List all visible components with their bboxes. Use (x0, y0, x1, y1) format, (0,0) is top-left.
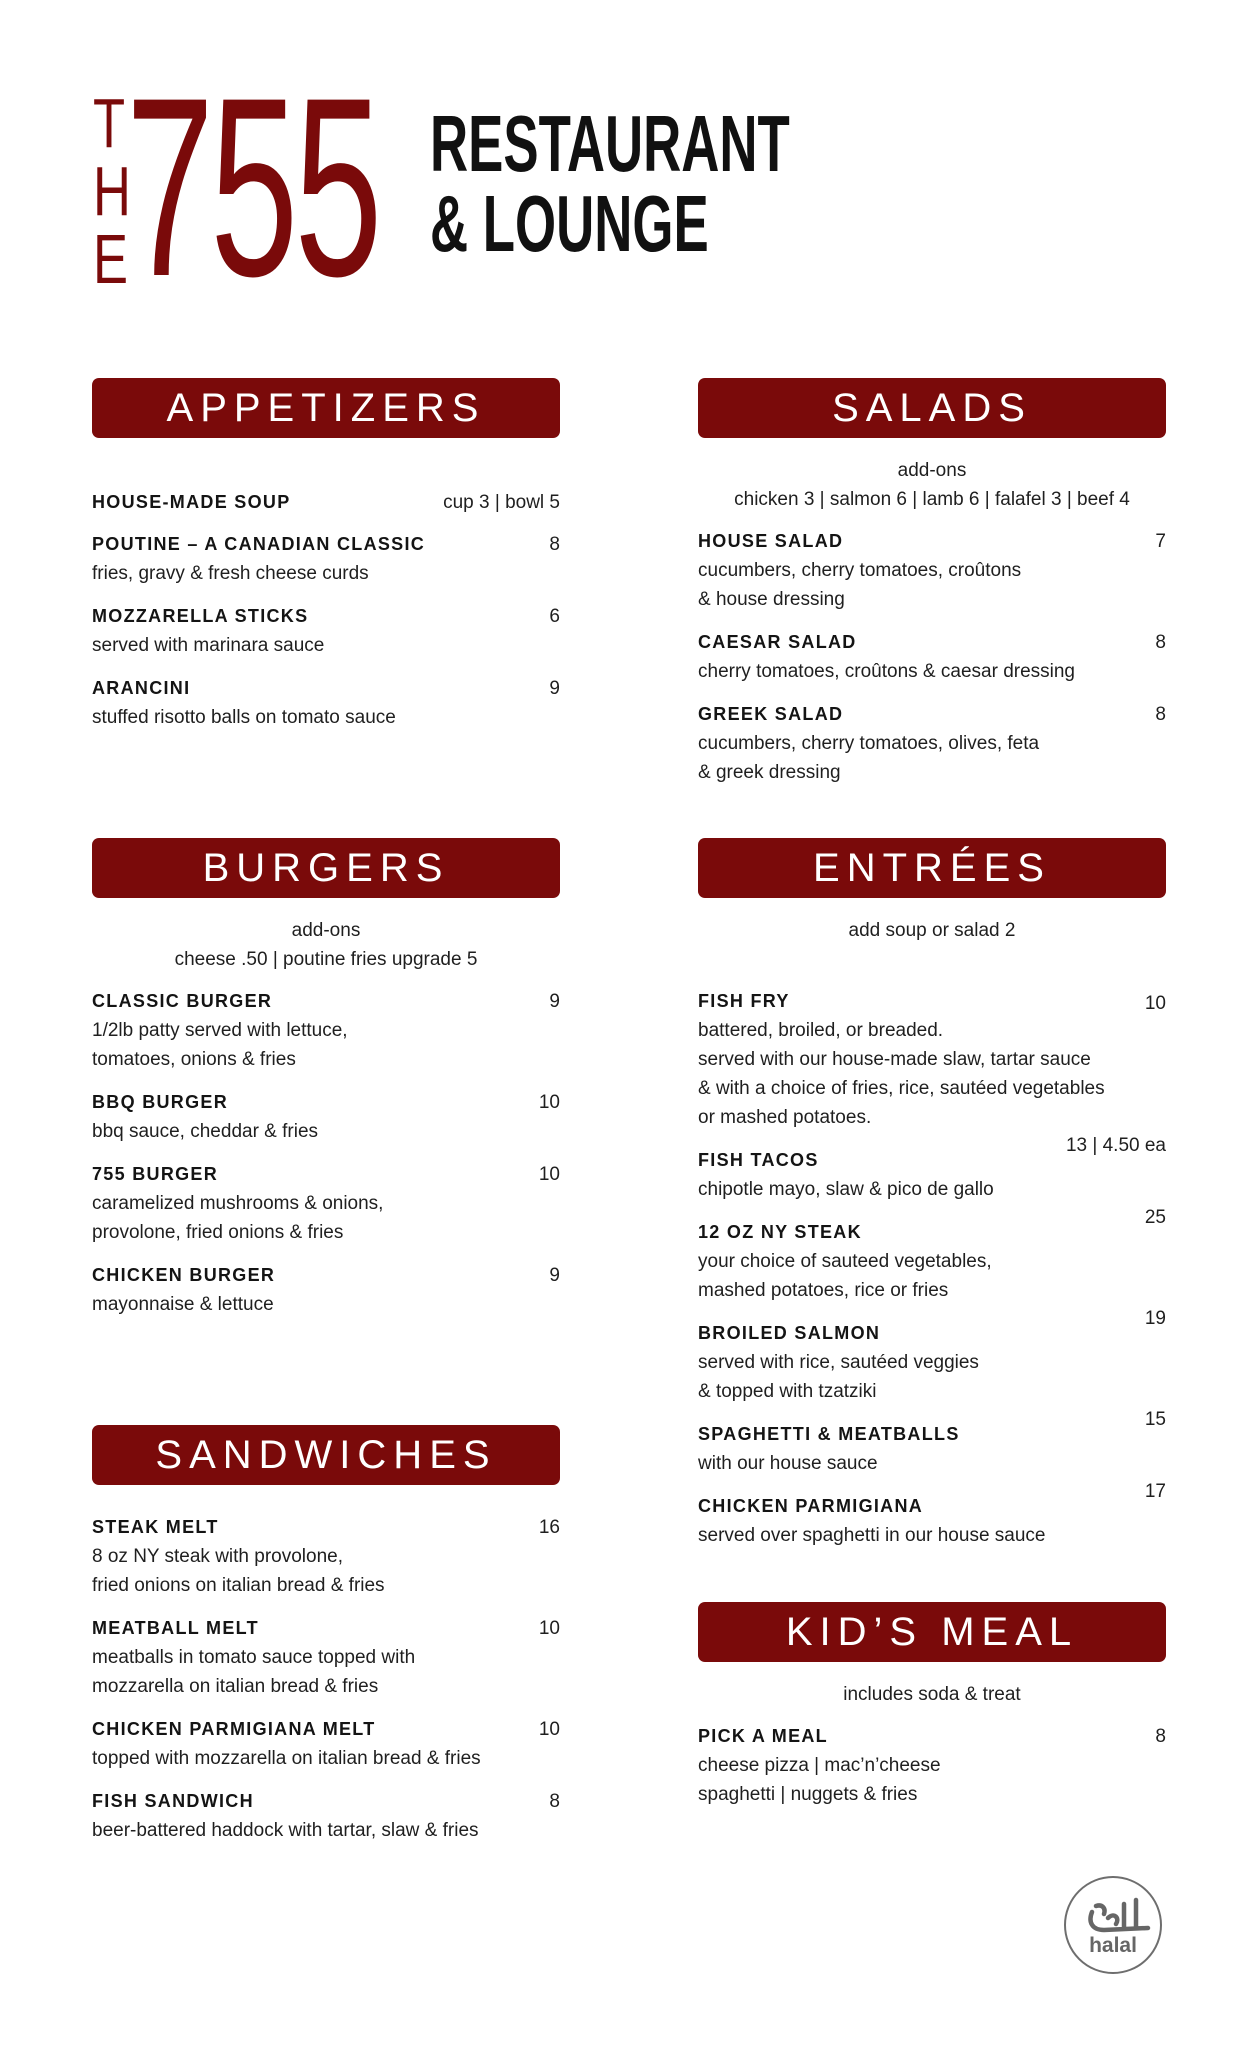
item-description: meatballs in tomato sauce topped with (92, 1647, 416, 1668)
item-name: FISH SANDWICH (92, 1791, 254, 1811)
menu-item (698, 987, 1166, 1146)
item-description: beer-battered haddock with tartar, slaw & fries (92, 1820, 479, 1841)
item-name: 12 OZ NY STEAK (698, 1222, 862, 1242)
menu-item (92, 488, 560, 530)
item-price: cup 3 | bowl 5 (443, 492, 560, 513)
item-name: BBQ BURGER (92, 1092, 229, 1112)
item-price: 17 (1144, 1481, 1166, 1502)
item-description: provolone, fried onions & fries (92, 1222, 344, 1243)
item-name: 755 BURGER (92, 1164, 219, 1184)
item-price: 9 (549, 1265, 560, 1286)
item-name: CHICKEN PARMIGIANA (698, 1496, 924, 1516)
menu-item (92, 1261, 560, 1333)
logo-letter-h: H (93, 152, 131, 230)
item-price: 25 (1144, 1207, 1166, 1228)
salads-section (698, 378, 1166, 801)
logo-letter-e: E (93, 220, 129, 298)
item-price: 10 (1144, 993, 1166, 1014)
item-price: 19 (1144, 1308, 1166, 1329)
item-name: CHICKEN PARMIGIANA MELT (92, 1719, 376, 1739)
item-name: CLASSIC BURGER (92, 991, 273, 1011)
item-description: cucumbers, cherry tomatoes, olives, feta (698, 733, 1040, 754)
item-price: 8 (549, 534, 560, 555)
item-description: tomatoes, onions & fries (92, 1049, 296, 1070)
item-description: fried onions on italian bread & fries (92, 1575, 385, 1596)
menu-item (92, 987, 560, 1088)
menu-item (698, 1207, 1166, 1319)
kids-meal-banner: KID’S MEAL (698, 1602, 1166, 1662)
salads-addons-list: chicken 3 | salmon 6 | lamb 6 | falafel 3 | beef 4 (734, 489, 1130, 510)
sandwiches-section (92, 1425, 560, 1859)
item-description: stuffed risotto balls on tomato sauce (92, 707, 396, 728)
kids-meal-section (698, 1602, 1166, 1823)
item-price: 10 (538, 1092, 560, 1113)
item-description: chipotle mayo, slaw & pico de gallo (698, 1179, 994, 1200)
item-name: GREEK SALAD (698, 704, 844, 724)
item-description: served with marinara sauce (92, 635, 325, 656)
menu-item (92, 1088, 560, 1160)
menu-item (92, 1787, 560, 1859)
item-price: 10 (538, 1618, 560, 1639)
item-description: & greek dressing (698, 762, 841, 783)
burgers-addons-list: cheese .50 | poutine fries upgrade 5 (174, 949, 478, 970)
item-price: 9 (549, 678, 560, 699)
restaurant-logo (0, 0, 1243, 330)
menu-item (698, 527, 1166, 628)
item-name: SPAGHETTI & MEATBALLS (698, 1424, 960, 1444)
item-description: mayonnaise & lettuce (92, 1294, 274, 1315)
item-price: 15 (1144, 1409, 1166, 1430)
item-name: MOZZARELLA STICKS (92, 606, 309, 626)
logo-letter-t: T (93, 84, 126, 162)
item-price: 6 (549, 606, 560, 627)
item-description: or mashed potatoes. (698, 1107, 872, 1128)
entrees-section (698, 838, 1166, 1564)
appetizers-section (92, 378, 560, 746)
item-name: FISH FRY (698, 991, 790, 1011)
item-price: 10 (538, 1719, 560, 1740)
item-description: 1/2lb patty served with lettuce, (92, 1020, 348, 1041)
item-description: & with a choice of fries, rice, sautéed vegetables (698, 1078, 1105, 1099)
item-name: BROILED SALMON (698, 1323, 881, 1343)
item-description: 8 oz NY steak with provolone, (92, 1546, 344, 1567)
menu-item (92, 674, 560, 746)
item-price: 8 (1155, 632, 1166, 653)
item-name: STEAK MELT (92, 1517, 219, 1537)
item-description: mozzarella on italian bread & fries (92, 1676, 379, 1697)
entrees-note: add soup or salad 2 (848, 920, 1016, 941)
item-description: with our house sauce (698, 1453, 878, 1474)
menu-item (698, 700, 1166, 801)
item-description: bbq sauce, cheddar & fries (92, 1121, 319, 1142)
menu-item (698, 1481, 1166, 1564)
menu-item (92, 1614, 560, 1715)
burgers-section (92, 838, 560, 1333)
item-description: your choice of sauteed vegetables, (698, 1251, 992, 1272)
logo-lounge: & LOUNGE (430, 179, 709, 268)
menu-item (92, 602, 560, 674)
menu-item (92, 1513, 560, 1614)
item-name: CHICKEN BURGER (92, 1265, 276, 1285)
menu-item (698, 1722, 1166, 1823)
item-description: mashed potatoes, rice or fries (698, 1280, 949, 1301)
item-description: & topped with tzatziki (698, 1381, 877, 1402)
item-price: 8 (1155, 1726, 1166, 1747)
menu-item (92, 1715, 560, 1787)
kids-meal-note: includes soda & treat (843, 1684, 1021, 1705)
item-price: 16 (538, 1517, 560, 1538)
item-description: spaghetti | nuggets & fries (698, 1784, 918, 1805)
item-description: caramelized mushrooms & onions, (92, 1193, 384, 1214)
item-description: & house dressing (698, 589, 845, 610)
salads-banner: SALADS (698, 378, 1166, 438)
item-description: served with rice, sautéed veggies (698, 1352, 979, 1373)
menu-item (698, 1135, 1166, 1218)
item-description: topped with mozzarella on italian bread & fries (92, 1748, 481, 1769)
halal-badge (1064, 1876, 1162, 1974)
item-name: PICK A MEAL (698, 1726, 828, 1746)
item-price: 10 (538, 1164, 560, 1185)
item-name: FISH TACOS (698, 1150, 819, 1170)
item-name: POUTINE – A CANADIAN CLASSIC (92, 534, 426, 554)
sandwiches-banner: SANDWICHES (92, 1425, 560, 1485)
burgers-banner: BURGERS (92, 838, 560, 898)
item-description: battered, broiled, or breaded. (698, 1020, 944, 1041)
item-price: 9 (549, 991, 560, 1012)
halal-arabic-icon (1066, 1878, 1164, 1976)
menu-item (92, 1160, 560, 1261)
item-price: 8 (1155, 704, 1166, 725)
item-name: HOUSE-MADE SOUP (92, 492, 291, 512)
salads-addons-title: add-ons (897, 460, 967, 481)
burgers-addons-title: add-ons (291, 920, 361, 941)
item-price: 13 | 4.50 ea (1065, 1135, 1166, 1156)
menu-item (92, 530, 560, 602)
item-price: 8 (549, 1791, 560, 1812)
menu-item (698, 628, 1166, 700)
item-description: fries, gravy & fresh cheese curds (92, 563, 369, 584)
item-price: 7 (1155, 531, 1166, 552)
logo-restaurant: RESTAURANT (430, 99, 790, 188)
item-description: cheese pizza | mac’n’cheese (698, 1755, 941, 1776)
item-description: cherry tomatoes, croûtons & caesar dressing (698, 661, 1076, 682)
logo-number: 755 (126, 45, 379, 330)
item-name: MEATBALL MELT (92, 1618, 259, 1638)
item-name: ARANCINI (92, 678, 191, 698)
menu-item (698, 1308, 1166, 1420)
item-name: HOUSE SALAD (698, 531, 844, 551)
appetizers-banner: APPETIZERS (92, 378, 560, 438)
halal-label: halal (1089, 1934, 1137, 1957)
item-description: cucumbers, cherry tomatoes, croûtons (698, 560, 1022, 581)
item-description: served with our house-made slaw, tartar sauce (698, 1049, 1091, 1070)
menu-item (698, 1409, 1166, 1492)
entrees-banner: ENTRÉES (698, 838, 1166, 898)
item-description: served over spaghetti in our house sauce (698, 1525, 1046, 1546)
item-name: CAESAR SALAD (698, 632, 857, 652)
